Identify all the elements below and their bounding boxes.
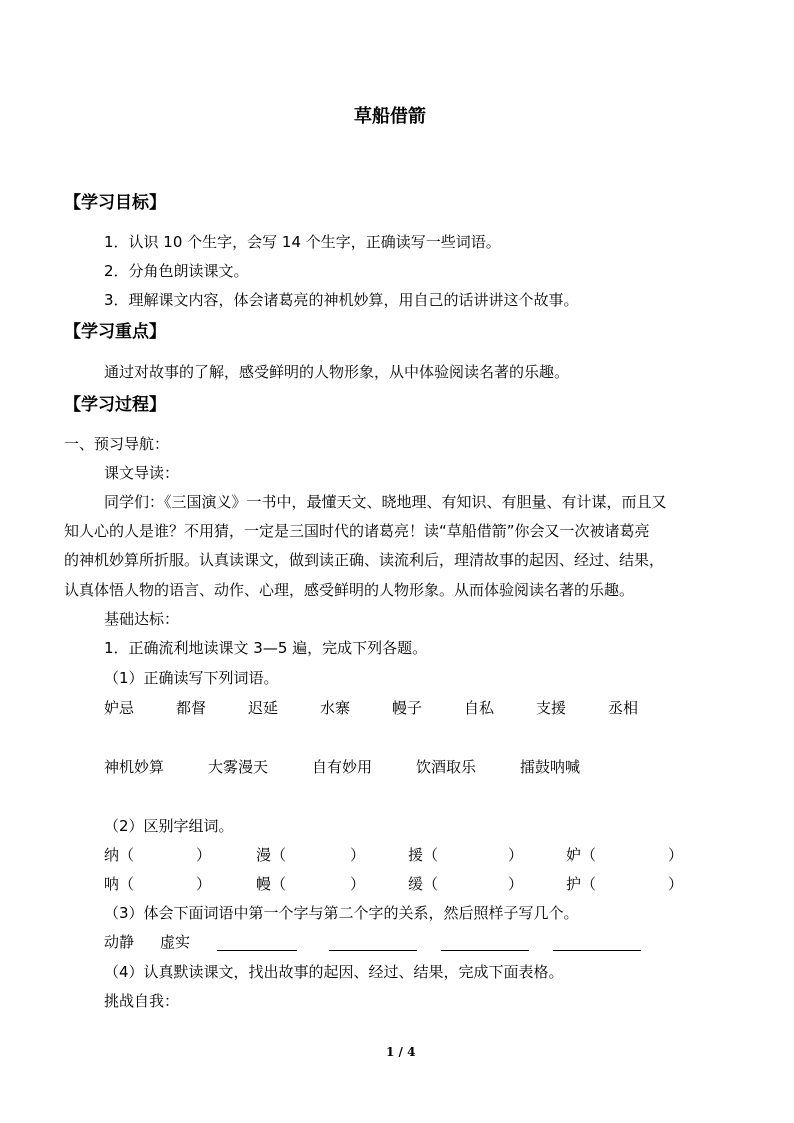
vocab-word: 水寨	[320, 699, 351, 717]
vocab-word: 擂鼓呐喊	[520, 758, 581, 776]
goal-item: 1．认识 10 个生字，会写 14 个生字，正确读写一些词语。	[104, 233, 501, 251]
vocab-word: 自私	[464, 699, 495, 717]
preview-label: 一、预习导航：	[64, 435, 170, 453]
question-2: （2）区别字组词。	[104, 817, 234, 835]
page-title: 草船借箭	[354, 106, 426, 127]
vocab-word: 自有妙用	[312, 758, 373, 776]
char-group-open: 纳（	[104, 846, 135, 864]
section-heading-focus: 【学习重点】	[64, 322, 166, 342]
guide-paragraph-line: 同学们：《三国演义》一书中，最懂天文、晓地理、有知识、有胆量、有计谋，而且又	[104, 493, 667, 511]
char-group-close: ）	[350, 875, 366, 893]
basic-label: 基础达标：	[104, 610, 180, 628]
guide-paragraph-line: 知人心的人是谁？不用猜，一定是三国时代的诸葛亮！读“草船借箭”你会又一次被诸葛亮	[64, 522, 650, 540]
char-group-open: 护（	[566, 875, 597, 893]
char-group-close: ）	[196, 875, 212, 893]
section-heading-process: 【学习过程】	[64, 395, 166, 415]
section-heading-goals: 【学习目标】	[64, 193, 166, 213]
char-group-close: ）	[668, 875, 684, 893]
char-group-open: 妒（	[566, 846, 597, 864]
guide-paragraph-line: 的神机妙算所折服。认真读课文，做到读正确、读流利后，理清故事的起因、经过、结果，	[64, 551, 665, 569]
char-group-close: ）	[508, 846, 524, 864]
answer-blank[interactable]	[441, 950, 529, 951]
char-group-close: ）	[196, 846, 212, 864]
vocab-word: 幔子	[392, 699, 423, 717]
goal-item: 2．分角色朗读课文。	[104, 262, 249, 280]
task-1: 1．正确流利地读课文 3—5 遍，完成下列各题。	[104, 639, 428, 657]
guide-paragraph-line: 认真体悟人物的语言、动作、心理，感受鲜明的人物形象。从而体验阅读名著的乐趣。	[64, 581, 635, 599]
answer-blank[interactable]	[553, 950, 641, 951]
vocab-word: 迟延	[248, 699, 279, 717]
example-word: 动静	[104, 933, 135, 951]
vocab-word: 大雾漫天	[208, 758, 269, 776]
goal-item: 3．理解课文内容，体会诸葛亮的神机妙算，用自己的话讲讲这个故事。	[104, 291, 579, 309]
guide-label: 课文导读：	[104, 464, 180, 482]
question-1: （1）正确读写下列词语。	[104, 669, 279, 687]
vocab-word: 饮酒取乐	[416, 758, 477, 776]
char-group-open: 援（	[408, 846, 439, 864]
vocab-word: 支援	[536, 699, 567, 717]
char-group-open: 漫（	[256, 846, 287, 864]
question-4: （4）认真默读课文，找出故事的起因、经过、结果，完成下面表格。	[104, 963, 564, 981]
char-group-close: ）	[668, 846, 684, 864]
question-3: （3）体会下面词语中第一个字与第二个字的关系，然后照样子写几个。	[104, 904, 579, 922]
vocab-word: 妒忌	[104, 699, 135, 717]
example-word: 虚实	[160, 933, 191, 951]
answer-blank[interactable]	[217, 950, 297, 951]
char-group-open: 呐（	[104, 875, 135, 893]
answer-blank[interactable]	[329, 950, 417, 951]
vocab-word: 都督	[176, 699, 207, 717]
challenge-label: 挑战自我：	[104, 992, 180, 1010]
char-group-close: ）	[350, 846, 366, 864]
char-group-open: 幔（	[256, 875, 287, 893]
vocab-word: 丞相	[608, 699, 639, 717]
page-number: 1 / 4	[386, 1045, 416, 1059]
vocab-word: 神机妙算	[104, 758, 165, 776]
char-group-close: ）	[508, 875, 524, 893]
char-group-open: 缓（	[408, 875, 439, 893]
focus-text: 通过对故事的了解，感受鲜明的人物形象，从中体验阅读名著的乐趣。	[104, 363, 570, 381]
